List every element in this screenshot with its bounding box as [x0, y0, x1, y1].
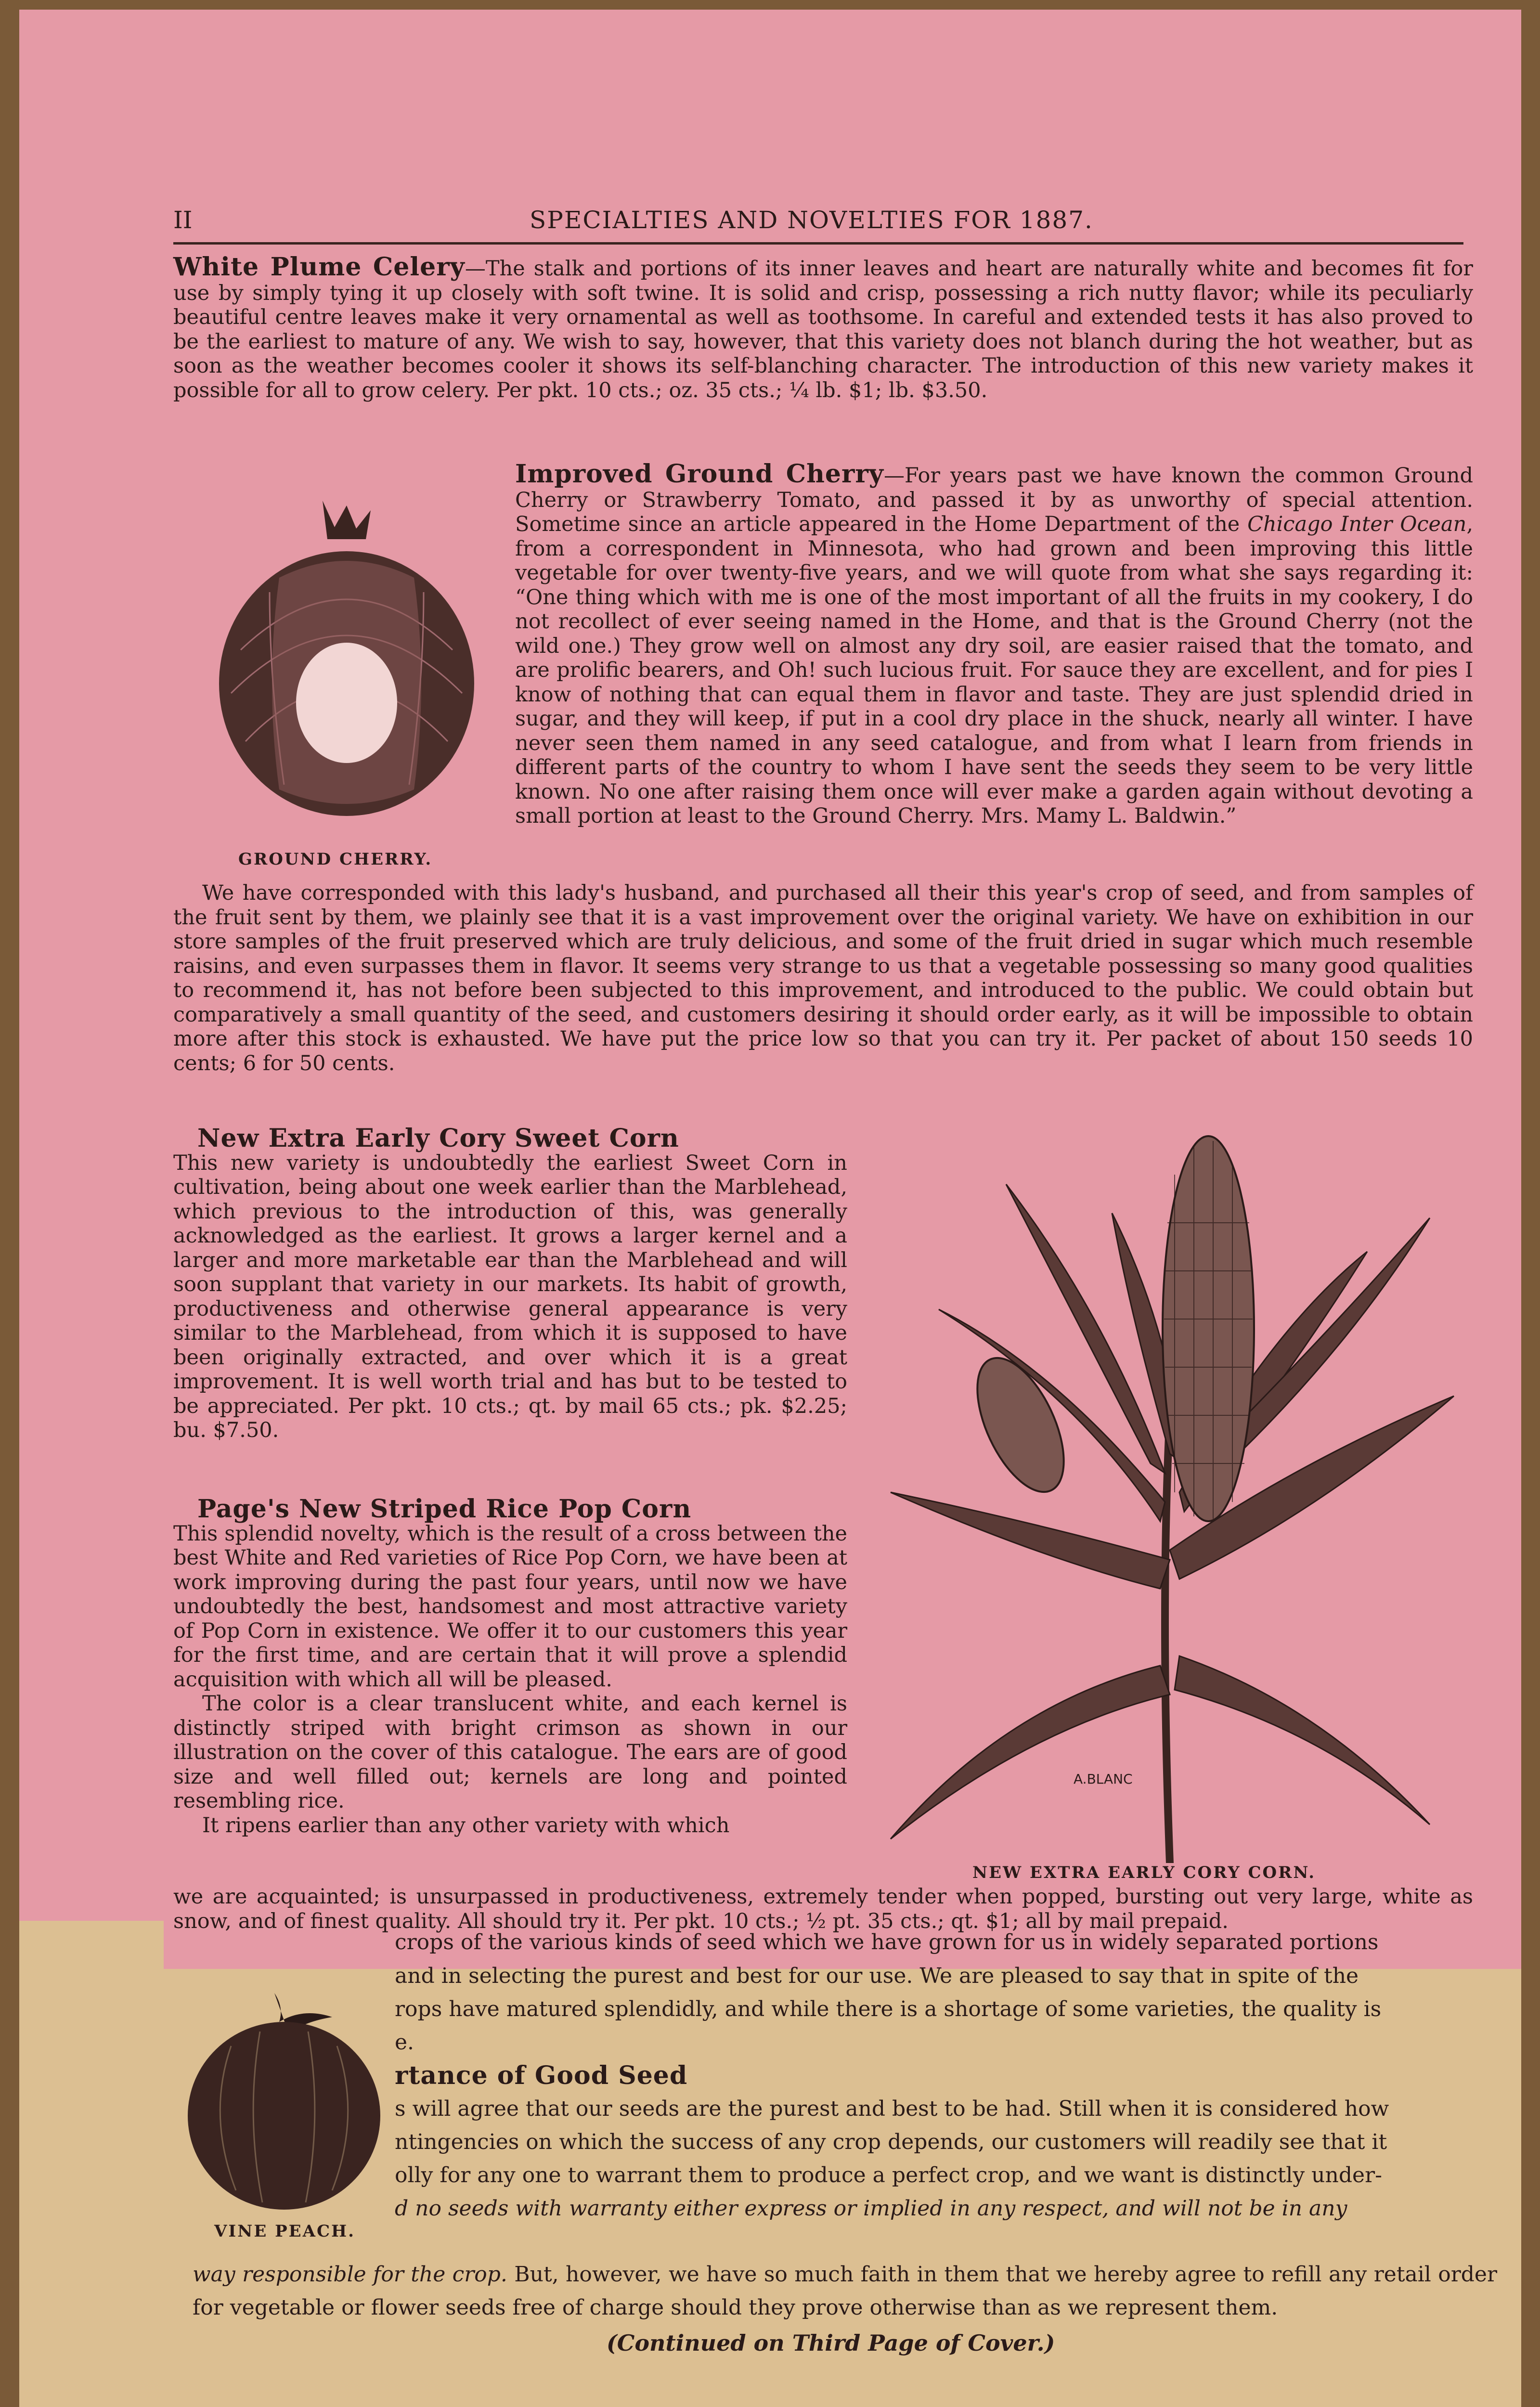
ground-cherry-paragraph: We have corresponded with this lady's husband, and purchased all their this year's crop of seed, and from samples of the fruit sent by them, we plainly see that it is a vast improvement over the original variety. We have on exhibition in our store samples of the fruit preserved which are truly delicious, and some of the fruit dried in sugar which much resemble raisins, and even surpasses them in flavor. It seems very strange to us that a vegetable possessing so many good qualities to recommend it, has not before been subjected to this improvement, and introduced to the public. We could obtain but comparatively a small quantity of the seed, and customers desiring it should order early, as it will be impossible to obtain more after this stock is exhausted. We have put the price low so that you can try it. Per packet of about 150 seeds 10 cents; 6 for 50 cents. — [173, 881, 1473, 1075]
seed-title: rtance of Good Seed — [395, 2061, 688, 2090]
ground-cherry-caption: GROUND CHERRY. — [238, 850, 433, 869]
continued-note: (Continued on Third Page of Cover.) — [607, 2330, 1055, 2356]
ground-cherry-title: Improved Ground Cherry — [515, 459, 884, 489]
cory-corn-entry — [173, 1126, 847, 1443]
seed-line-6: ntingencies on which the success of any crop depends, our customers will readily see that it — [395, 2130, 1387, 2154]
ground-cherry-text-a: —For years past we have known the common Ground Cherry or Strawberry Tomato, and passed it by as unworthy of special attention. Sometime since an article appeared in the Home Department of the — [515, 464, 1473, 536]
pop-corn-title: Page's New Striped Rice Pop Corn — [197, 1494, 692, 1524]
pop-corn-text-3a: It ripens earlier than any other variety with which — [202, 1813, 730, 1838]
seed-line-4: e. — [395, 2030, 414, 2055]
seed-italic-1: d no seeds with warranty either express or implied in any respect, and will not be in any — [395, 2196, 1347, 2221]
seed-text-end: But, however, we have so much faith in them that we hereby agree to refill any retail order for vegetable or flower seeds free of charge should they prove otherwise than as we represent them. — [193, 2262, 1497, 2320]
ground-cherry-text-b: , from a correspondent in Minnesota, who had grown and been improving this little vegetable for over twenty-five years, and we will quote from what she says regarding it: “One thing which with me is one of the most important of all the fruits in my cookery, I do not recollect of ever seeing named in the Home, and that is the Ground Cherry (not the wild one.) They grow well on almost any dry soil, are easier raised that the tomato, and are prolific bearers, and Oh! such lucious fruit. For sauce they are excellent, and for pies I know of nothing that can equal them in flavor and taste. They are just splendid dried in sugar, and they will keep, if put in a cool dry place in the shuck, nearly all winter. I have never seen them named in any seed catalogue, and from what I learn from friends in different parts of the country to whom I have sent the seeds they seem to be very little known. No one after raising them once will ever make a garden again without devoting a small portion at least to the Ground Cherry. Mrs. Mamy L. Baldwin.” — [515, 512, 1473, 828]
celery-title: White Plume Celery — [173, 252, 465, 282]
seed-line-5: s will agree that our seeds are the purest and best to be had. Still when it is considered how — [395, 2096, 1389, 2121]
seed-italic-2: way responsible for the crop. — [193, 2262, 507, 2287]
corn-ear-large — [1163, 1136, 1254, 1521]
page-title: SPECIALTIES AND NOVELTIES FOR 1887. — [530, 206, 1093, 234]
seed-line-1: crops of the various kinds of seed which we have grown for us in widely separated portions — [395, 1930, 1379, 1954]
seed-line-2: and in selecting the purest and best for our use. We are pleased to say that in spite of the — [395, 1964, 1359, 1988]
cory-corn-title: New Extra Early Cory Sweet Corn — [197, 1124, 679, 1153]
page-number: II — [173, 206, 193, 234]
corn-ear-small — [959, 1345, 1082, 1504]
corn-plant-illustration — [862, 1126, 1483, 1863]
ground-cherry-entry — [515, 459, 1473, 828]
newspaper-name: Chicago Inter Ocean — [1247, 512, 1467, 536]
vine-peach-caption: VINE PEACH. — [214, 2222, 355, 2241]
pop-corn-entry — [173, 1494, 847, 1838]
header-rule — [173, 242, 1463, 245]
celery-text: —The stalk and portions of its inner leaves and heart are naturally white and becomes fit for use by simply tying it up closely with soft twine. It is solid and crisp, possessing a rich nutty flavor; while its peculiarly beautiful centre leaves make it very ornamental as well as toothsome. In careful and extended tests it has also proved to be the earliest to mature of any. We wish to say, however, that this variety does not blanch during the hot weather, but as soon as the weather becomes cooler it shows its self-blanching character. The introduction of this new variety makes it possible for all to grow celery. Per pkt. 10 cts.; oz. 35 cts.; ¼ lb. $1; lb. $3.50. — [173, 257, 1473, 402]
seed-conclusion — [193, 2258, 1497, 2324]
pop-corn-text-2: The color is a clear translucent white, and each kernel is distinctly striped with bright crimson as shown in our illustration on the cover of this catalogue. The ears are of good size and well filled out; kernels are long and pointed resembling rice. — [173, 1692, 847, 1813]
seed-line-7: olly for any one to warrant them to produce a perfect crop, and we want is distinctly under- — [395, 2163, 1382, 2187]
page-header — [173, 201, 1463, 245]
corn-caption: NEW EXTRA EARLY CORY CORN. — [972, 1863, 1316, 1882]
pop-corn-text-3b: we are acquainted; is unsurpassed in productiveness, extremely tender when popped, bursting out very large, white as snow, and of finest quality. All should try it. Per pkt. 10 cts.; ½ pt. 35 cts.; qt. $1; all by mail prepaid. — [173, 1885, 1473, 1933]
celery-entry — [173, 252, 1473, 402]
ground-cherry-illustration — [212, 491, 481, 828]
cory-corn-text: This new variety is undoubtedly the earliest Sweet Corn in cultivation, being about one week earlier than the Marblehead, which previous to the introduction of this, was generally acknowledged as the earliest. It grows a larger kernel and a larger and more marketable ear than the Marblehead and will soon supplant that variety in our markets. Its habit of growth, productiveness and otherwise general appearance is very similar to the Marblehead, from which it is supposed to have been originally extracted, and over which it is a great improvement. It is well worth trial and has but to be tested to be appreciated. Per pkt. 10 cts.; qt. by mail 65 cts.; pk. $2.25; bu. $7.50. — [173, 1151, 847, 1442]
illustrator-signature: A.BLANC — [1074, 1771, 1133, 1787]
vine-peach-illustration — [178, 1988, 390, 2214]
seed-line-3: rops have matured splendidly, and while there is a shortage of some varieties, the quality is — [395, 1997, 1382, 2021]
pop-corn-text-1: This splendid novelty, which is the result of a cross between the best White and Red varieties of Rice Pop Corn, we have been at work improving during the past four years, until now we have undoubtedly the best, handsomest and most attractive variety of Pop Corn in existence. We offer it to our customers this year for the first time, and are certain that it will prove a splendid acquisition with which all will be pleased. — [173, 1521, 847, 1692]
